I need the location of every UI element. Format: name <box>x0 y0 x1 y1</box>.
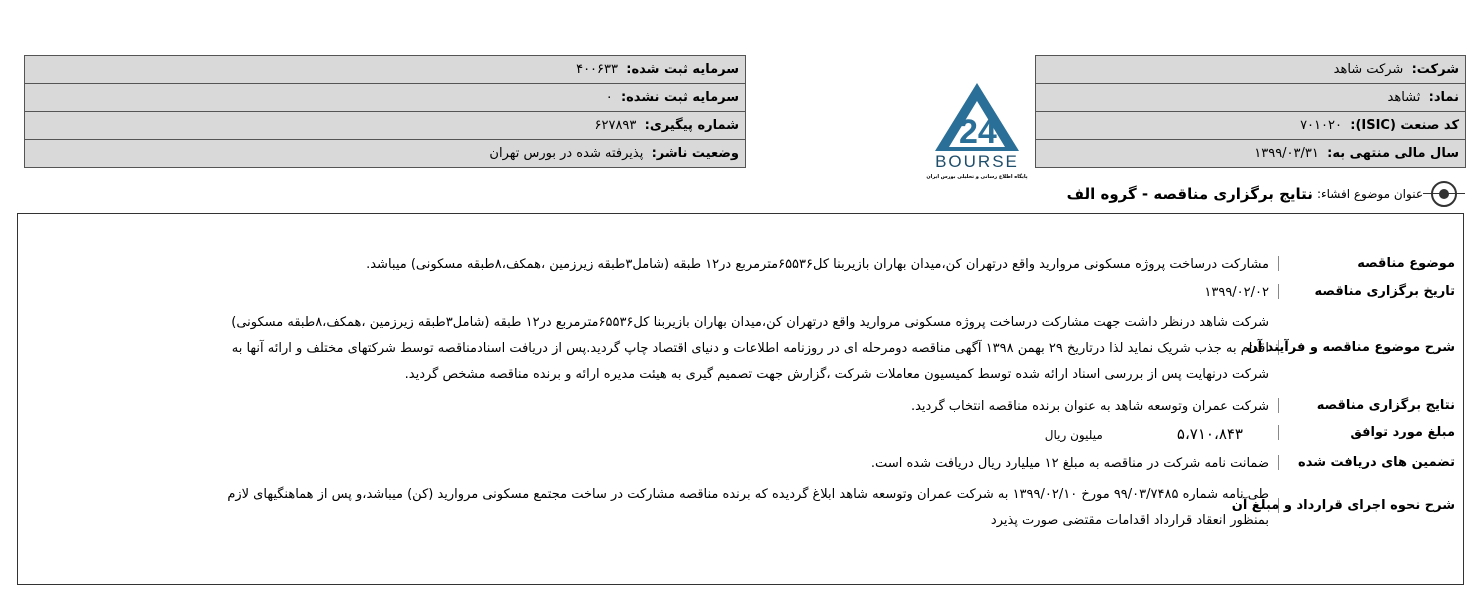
symbol-label: نماد: <box>1428 90 1459 105</box>
unreg-capital-label: سرمایه ثبت نشده: <box>620 90 739 105</box>
fiscal-value: ۱۳۹۹/۰۳/۳۱ <box>1254 146 1319 161</box>
reg-capital-label: سرمایه ثبت شده: <box>626 62 739 77</box>
subject-heading <box>1067 181 1457 207</box>
contract-label: شرح نحوه اجرای قرارداد و مبلغ آن <box>1278 498 1463 513</box>
svg-text:24: 24 <box>959 113 997 151</box>
status-row <box>25 140 746 168</box>
company-info-table <box>1035 55 1466 168</box>
reg-capital-row <box>25 56 746 84</box>
result-value: شرکت عمران وتوسعه شاهد به عنوان برنده مناقصه انتخاب گردید. <box>910 399 1269 414</box>
company-label: شرکت: <box>1411 62 1459 77</box>
guarantee-value: ضمانت نامه شرکت در مناقصه به مبلغ ۱۲ میلیارد ریال دریافت شده است. <box>870 456 1269 471</box>
unreg-capital-row <box>25 84 746 112</box>
capital-info-table <box>24 55 746 168</box>
logo-word: BOURSE <box>935 152 1019 171</box>
symbol-row <box>1036 84 1466 112</box>
isic-row <box>1036 112 1466 140</box>
isic-value: ۷۰۱۰۲۰ <box>1300 118 1342 133</box>
fiscal-label: سال مالی منتهی به: <box>1327 146 1459 161</box>
tracking-row <box>25 112 746 140</box>
topic-label: موضوع مناقصه <box>1278 256 1463 271</box>
logo-mark-icon <box>919 79 1035 155</box>
unreg-capital-value: ۰ <box>605 90 613 105</box>
logo-subtitle: پایگاه اطلاع رسانی و تحلیلی بورس ایران <box>926 174 1028 180</box>
details-panel <box>17 213 1464 585</box>
date-value: ۱۳۹۹/۰۲/۰۲ <box>1204 285 1269 300</box>
description-value: شرکت شاهد درنظر داشت جهت مشارکت درساخت پروژه مسکونی مروارید واقع درتهران کن،میدان بهاران بازیربنا کل۶۵۵۳۶مترمربع در۱۲ طبقه (شامل۳طبقه زیرزمین ،همکف،۸طبقه مسکونی) اقدام به جذب شریک نماید لذا درتاریخ ۲۹ بهمن ۱۳۹۸ آگهی مناقصه دومرحله ای در روزنامه اطلاعات و دنیای اقتصاد چاپ گردید.پس از دریافت اسنادمناقصه توسط شرکتهای مختلف و ارائه آنها به شرکت درنهایت پس از بررسی اسناد ارائه شده توسط کمیسیون معاملات شرکت ،گزارش جهت تصمیم گیری به هیئت مدیره ارائه و برنده مناقصه مشخص گردید. <box>231 315 1269 382</box>
date-label: تاریخ برگزاری مناقصه <box>1278 284 1463 299</box>
subject-label: عنوان موضوع افشاء: <box>1316 187 1423 201</box>
reg-capital-value: ۴۰۰۶۳۳ <box>576 62 618 77</box>
topic-value: مشارکت درساخت پروژه مسکونی مروارید واقع درتهران کن،میدان بهاران بازیربنا کل۶۵۵۳۶مترمربع در۱۲ طبقه (شامل۳طبقه زیرزمین ،همکف،۸طبقه مسکونی) میباشد. <box>366 257 1269 272</box>
result-label: نتایج برگزاری مناقصه <box>1278 398 1463 413</box>
target-icon <box>1431 181 1457 207</box>
description-label: شرح موضوع مناقصه و فرآیند آن <box>1278 340 1463 355</box>
amount-value: ۵،۷۱۰،۸۴۳ <box>1176 425 1243 443</box>
company-row <box>1036 56 1466 84</box>
subject-title: نتایج برگزاری مناقصه - گروه الف <box>1066 185 1313 203</box>
status-label: وضعیت ناشر: <box>651 146 739 161</box>
company-value: شرکت شاهد <box>1333 62 1404 77</box>
symbol-value: ثشاهد <box>1387 90 1421 105</box>
tracking-value: ۶۲۷۸۹۳ <box>594 118 637 133</box>
tracking-label: شماره پیگیری: <box>644 118 739 133</box>
bourse-logo <box>919 79 1035 187</box>
isic-label: کد صنعت (ISIC): <box>1350 118 1459 133</box>
amount-label: مبلغ مورد توافق <box>1278 425 1463 440</box>
amount-unit: میلیون ریال <box>1044 428 1103 442</box>
fiscal-row <box>1036 140 1466 168</box>
guarantee-label: تضمین های دریافت شده <box>1278 455 1463 470</box>
status-value: پذیرفته شده در بورس تهران <box>489 146 644 161</box>
contract-value: طی نامه شماره ۹۹/۰۳/۷۴۸۵ مورخ ۱۳۹۹/۰۲/۱۰ به شرکت عمران وتوسعه شاهد ابلاغ گردیده که برنده مناقصه مشارکت در ساخت مجتمع مسکونی مروارید (کن) میباشد،و پس از هماهنگیهای لازم بمنظور انعقاد قرارداد اقدامات مقتضی صورت پذیرد <box>227 487 1269 528</box>
